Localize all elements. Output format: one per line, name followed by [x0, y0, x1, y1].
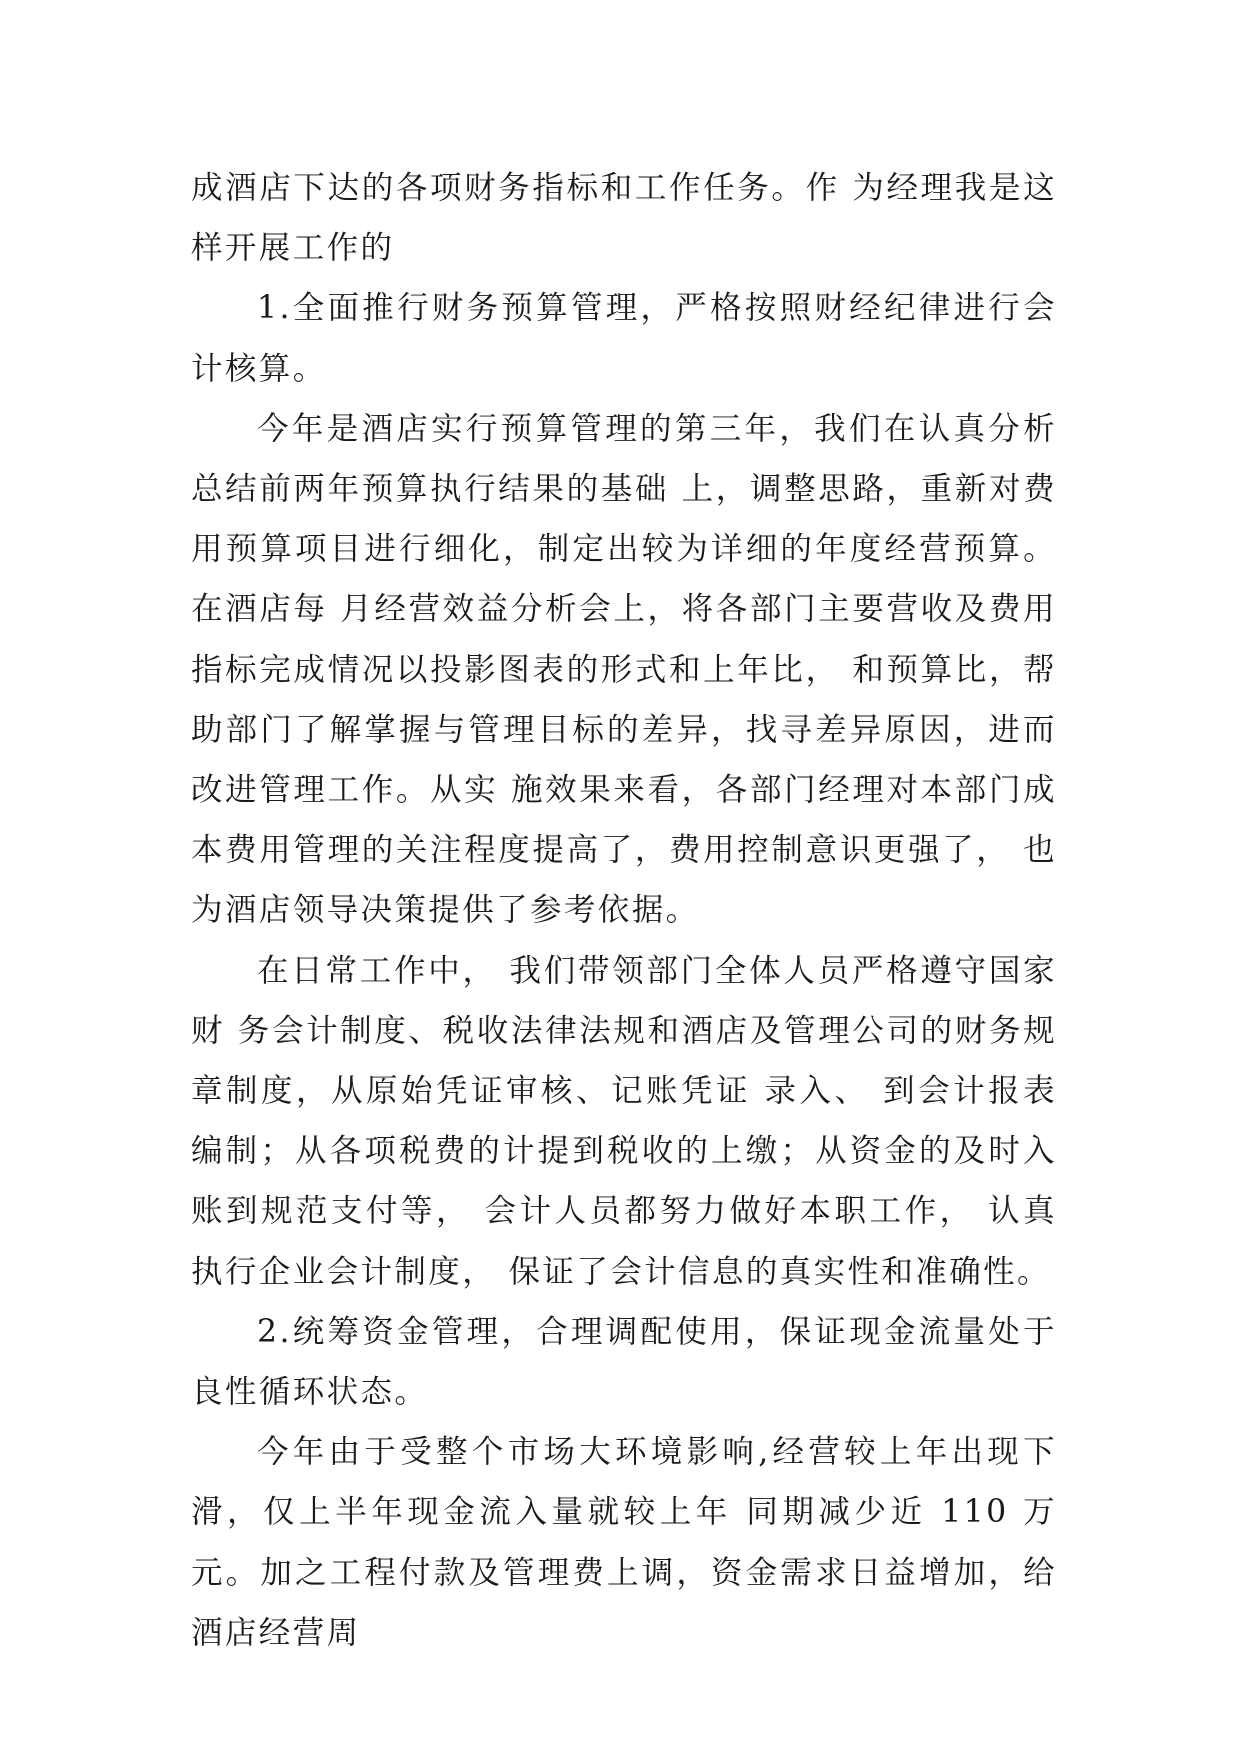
paragraph-continuation: 成酒店下达的各项财务指标和工作任务。作 为经理我是这样开展工作的	[191, 170, 1057, 267]
paragraph-daily-work: 在日常工作中， 我们带领部门全体人员严格遵守国家财 务会计制度、税收法律法规和酒店及管理公司的财务规章制度，从原始凭证审核、记账凭证 录入、 到会计报表编制；从各项税费的计提到税收的上缴；从资金的及时入账到规范支付等， 会计人员都努力做好本职工作， 认真执行企业会计制度， 保证了会计信息的真实性和准确性。	[191, 952, 1057, 1290]
section-heading-fund-management: 2.统筹资金管理，合理调配使用，保证现金流量处于良性循环状态。	[191, 1313, 1057, 1411]
paragraph-cash-flow: 今年由于受整个市场大环境影响,经营较上年出现下滑，仅上半年现金流入量就较上年 同期减少近 110 万元。加之工程付款及管理费上调，资金需求日益增加，给酒店经营周	[191, 1434, 1057, 1651]
paragraph-budget-details: 今年是酒店实行预算管理的第三年，我们在认真分析总结前两年预算执行结果的基础 上，调整思路，重新对费用预算项目进行细化，制定出较为详细的年度经营预算。在酒店每 月经营效益分析会上，将各部门主要营收及费用指标完成情况以投影图表的形式和上年比， 和预算比，帮助部门了解掌握与管理目标的差异，找寻差异原因，进而改进管理工作。从实 施效果来看，各部门经理对本部门成本费用管理的关注程度提高了，费用控制意识更强了， 也为酒店领导决策提供了参考依据。	[191, 410, 1057, 929]
document-body	[191, 158, 1057, 1663]
section-heading-budget-management: 1.全面推行财务预算管理，严格按照财经纪律进行会计核算。	[191, 290, 1057, 387]
